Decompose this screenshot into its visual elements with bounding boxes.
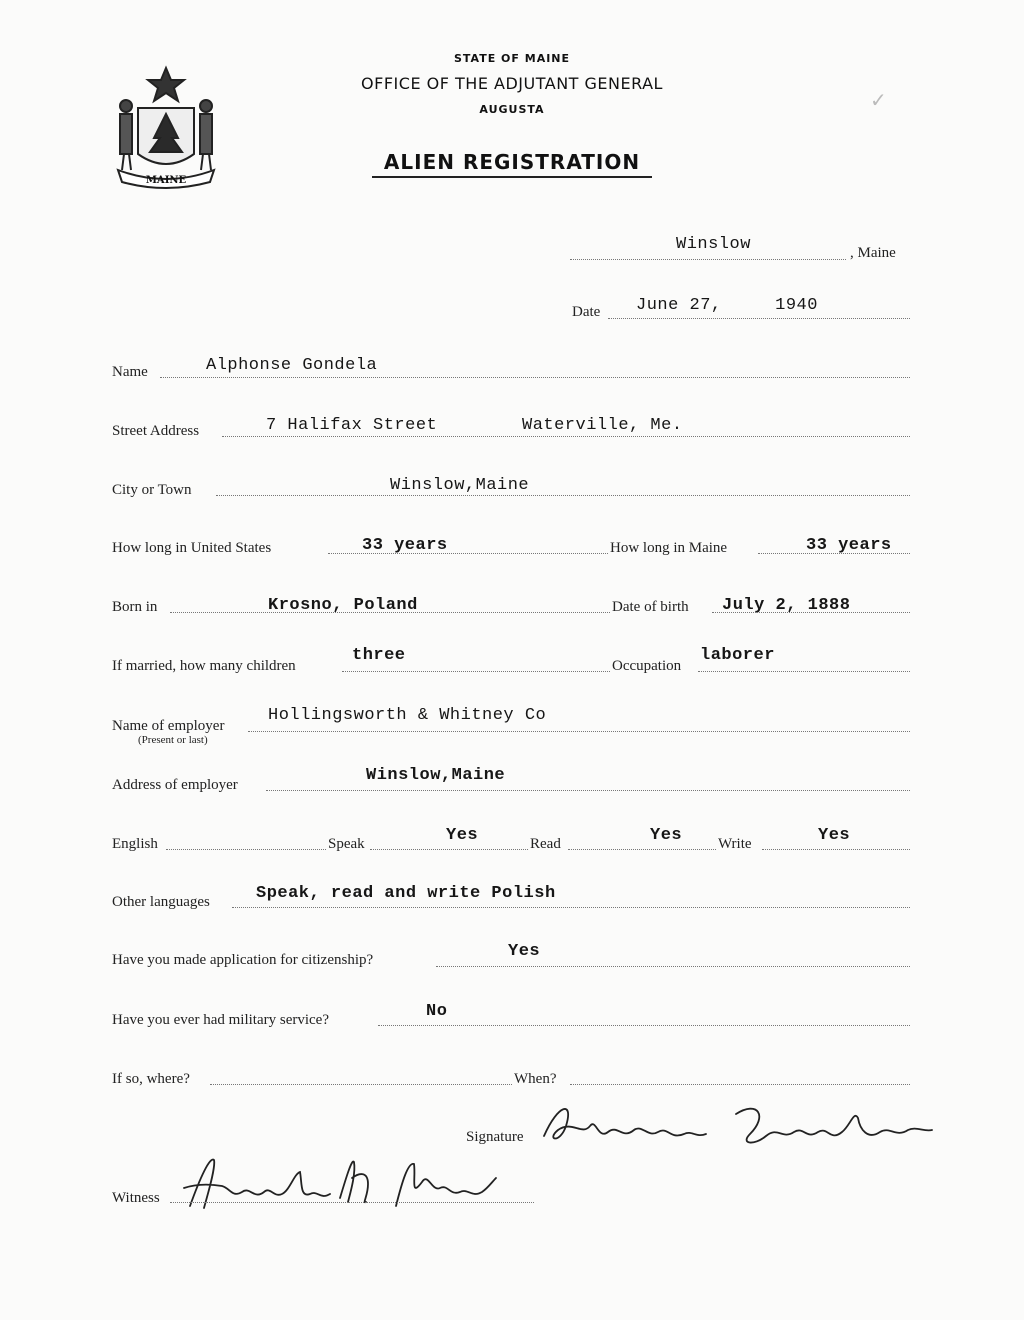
speak-label: Speak — [328, 836, 365, 852]
other-languages-label: Other languages — [112, 894, 210, 910]
when-line — [570, 1084, 910, 1085]
when-label: When? — [514, 1071, 557, 1087]
read-line — [568, 849, 716, 850]
occupation-line — [698, 671, 910, 672]
street-city-value: Waterville, Me. — [522, 416, 683, 435]
city-line — [216, 495, 910, 496]
street-value: 7 Halifax Street — [266, 416, 438, 435]
name-line — [160, 377, 910, 378]
date-line — [608, 318, 910, 319]
how-long-maine-label: How long in Maine — [610, 540, 728, 556]
employer-line — [248, 731, 910, 732]
town-line — [570, 259, 846, 260]
citizenship-label: Have you made application for citizenship? — [112, 952, 374, 968]
city-label: City or Town — [112, 482, 192, 498]
date-value: June 27, 1940 — [636, 296, 818, 315]
read-value: Yes — [650, 826, 683, 845]
how-long-maine-line — [758, 553, 910, 554]
employer-address-line — [266, 790, 910, 791]
name-value: Alphonse Gondela — [206, 356, 378, 375]
where-label: If so, where? — [112, 1071, 190, 1087]
born-in-line — [170, 612, 610, 613]
employer-value: Hollingsworth & Whitney Co — [268, 706, 547, 725]
dob-line — [712, 612, 910, 613]
how-long-us-value: 33 years — [362, 536, 448, 555]
employer-label: Name of employer — [112, 718, 225, 734]
employer-address-value: Winslow,Maine — [366, 766, 506, 785]
born-in-value: Krosno, Poland — [268, 596, 418, 615]
born-in-label: Born in — [112, 599, 158, 615]
witness-line — [170, 1202, 534, 1203]
name-label: Name — [112, 364, 148, 380]
english-line — [166, 849, 326, 850]
street-label: Street Address — [112, 423, 200, 439]
how-long-maine-value: 33 years — [806, 536, 892, 555]
write-value: Yes — [818, 826, 851, 845]
where-line — [210, 1084, 512, 1085]
citizenship-line — [436, 966, 910, 967]
witness-label: Witness — [112, 1190, 160, 1206]
write-line — [762, 849, 910, 850]
dob-label: Date of birth — [612, 599, 689, 615]
date-label: Date — [572, 304, 601, 320]
military-value: No — [426, 1002, 448, 1021]
seal-motto: MAINE — [145, 175, 187, 186]
how-long-us-label: How long in United States — [112, 540, 272, 556]
city-value: Winslow,Maine — [390, 476, 530, 495]
state-label: , Maine — [850, 245, 896, 261]
how-long-us-line — [328, 553, 608, 554]
english-label: English — [112, 836, 158, 852]
military-line — [378, 1025, 910, 1026]
dob-value: July 2, 1888 — [722, 596, 851, 615]
children-value: three — [352, 646, 406, 665]
town-value: Winslow — [676, 235, 751, 254]
employer-sublabel: (Present or last) — [138, 734, 208, 746]
check-mark: ✓ — [870, 88, 887, 112]
speak-line — [370, 849, 528, 850]
state-heading: STATE OF MAINE — [453, 52, 571, 65]
state-of-maine-seal — [110, 64, 222, 195]
other-languages-line — [232, 907, 910, 908]
employer-address-label: Address of employer — [112, 777, 238, 793]
read-label: Read — [530, 836, 561, 852]
signature-label: Signature — [466, 1129, 524, 1145]
title-underline — [372, 176, 652, 178]
witness-signature-image — [170, 1148, 500, 1218]
city-heading: AUGUSTA — [479, 103, 545, 116]
military-label: Have you ever had military service? — [112, 1012, 329, 1028]
form-title: ALIEN REGISTRATION — [383, 150, 641, 174]
occupation-label: Occupation — [612, 658, 682, 674]
street-line — [222, 436, 910, 437]
signature-image — [538, 1096, 938, 1160]
children-line — [342, 671, 610, 672]
other-languages-value: Speak, read and write Polish — [256, 884, 556, 903]
office-heading: OFFICE OF THE ADJUTANT GENERAL — [361, 74, 663, 93]
children-label: If married, how many children — [112, 658, 296, 674]
occupation-value: laborer — [700, 646, 775, 665]
citizenship-value: Yes — [508, 942, 541, 961]
speak-value: Yes — [446, 826, 479, 845]
write-label: Write — [718, 836, 752, 852]
